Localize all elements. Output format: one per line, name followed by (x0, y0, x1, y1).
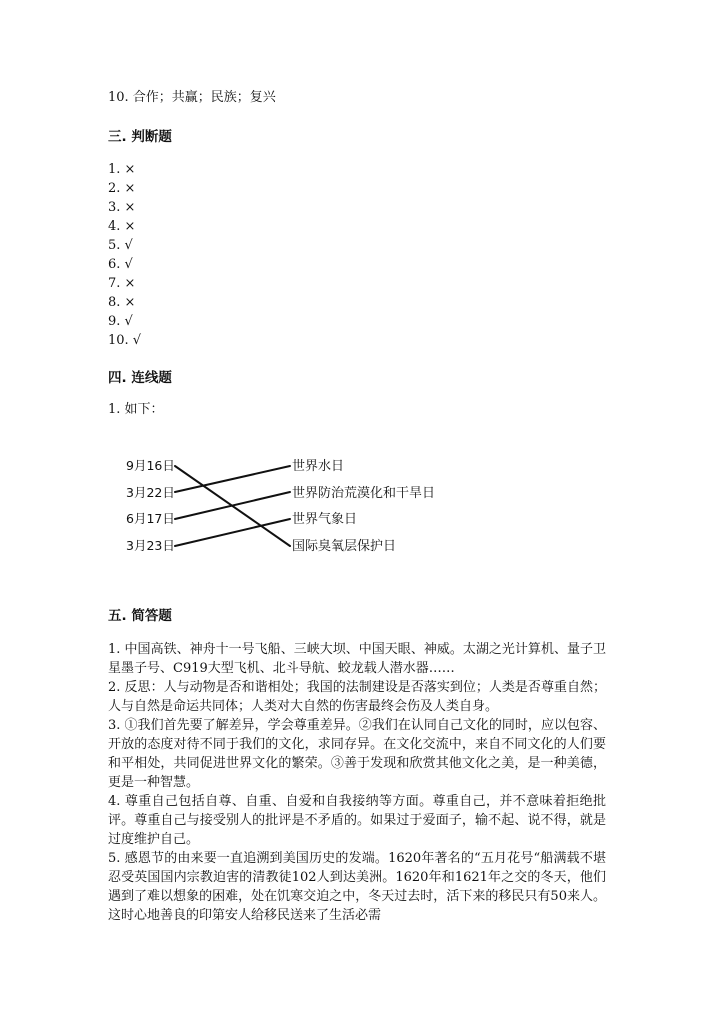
right-day-label: 世界气象日 (292, 512, 358, 527)
left-date-label: 9月16日 (126, 458, 175, 473)
judge-answer-list (108, 160, 141, 350)
section-4-heading: 四. 连线题 (108, 370, 172, 386)
judge-answer: 7. × (108, 276, 136, 291)
judge-answer: 9. √ (108, 314, 133, 329)
judge-answer: 5. √ (108, 238, 133, 253)
judge-answer: 8. × (108, 295, 136, 310)
connector-line (175, 519, 290, 546)
short-answer-4: 4. 尊重自己包括自尊、自重、自爱和自我接纳等方面。尊重自己，并不意味着拒绝批评。尊重自己与接受别人的批评是不矛盾的。如果过于爱面子，输不起、说不得，就是过度维护自己。 (108, 794, 606, 847)
judge-answer: 1. × (108, 162, 136, 177)
short-answer-2: 2. 反思：人与动物是否和谐相处；我国的法制建设是否落实到位；人类是否尊重自然；人与自然是命运共同体；人类对大自然的伤害最终会伤及人类自身。 (108, 680, 606, 714)
matching-answer-label: 1. 如下： (108, 402, 164, 417)
left-date-label: 6月17日 (126, 511, 175, 526)
left-date-label: 3月23日 (126, 538, 175, 553)
section-3-heading: 三. 判断题 (108, 129, 172, 145)
short-answer-1: 1. 中国高铁、神舟十一号飞船、三峡大坝、中国天眼、神威。太湖之光计算机、量子卫星墨子号、C919大型飞机、北斗导航、蛟龙载人潜水器…… (108, 642, 606, 676)
right-day-label: 世界水日 (292, 459, 345, 474)
fill-answer-10: 10. 合作；共赢；民族；复兴 (108, 90, 276, 105)
judge-answer: 3. × (108, 200, 136, 215)
right-day-label: 国际臭氧层保护日 (292, 539, 397, 554)
judge-answer: 2. × (108, 181, 136, 196)
left-date-label: 3月22日 (126, 485, 175, 500)
short-answer-5: 5. 感恩节的由来要一直追溯到美国历史的发端。1620年著名的“五月花号“船满载不堪忍受英国国内宗教迫害的清教徒102人到达美洲。1620年和1621年之交的冬天，他们遇到了难以想象的困难，处在饥寒交迫之中，冬天过去时，活下来的移民只有50来人。这时心地善良的印第安人给移民送来了生活必需 (108, 851, 606, 923)
matching-diagram (108, 446, 468, 566)
short-answer-3: 3. ①我们首先要了解差异，学会尊重差异。②我们在认同自己文化的同时，应以包容、开放的态度对待不同于我们的文化，求同存异。在文化交流中，来自不同文化的人们要和平相处，共同促进世界文化的繁荣。③善于发现和欣赏其他文化之美，是一种美德，更是一种智慧。 (108, 718, 606, 790)
section-5-heading: 五. 简答题 (108, 608, 172, 624)
connector-line (175, 492, 290, 519)
judge-answer: 10. √ (108, 333, 142, 348)
judge-answer: 4. × (108, 219, 136, 234)
right-day-label: 世界防治荒漠化和干旱日 (292, 486, 436, 501)
judge-answer: 6. √ (108, 257, 133, 272)
